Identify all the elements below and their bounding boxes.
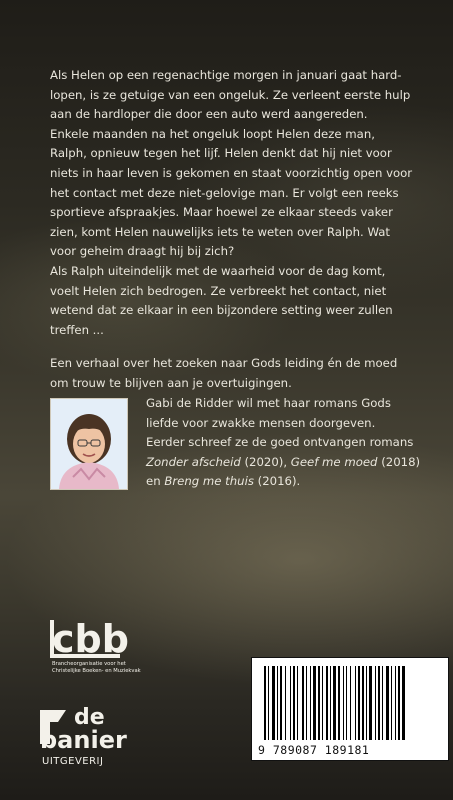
author-bio xyxy=(146,394,426,492)
isbn-barcode xyxy=(251,657,449,761)
barcode-bar xyxy=(338,666,340,740)
barcode-bar xyxy=(326,666,328,740)
blurb-line: Enkele maanden na het ongeluk loopt Helen deze man, xyxy=(50,126,375,141)
cbb-organisation xyxy=(52,661,141,675)
barcode-bar xyxy=(362,666,364,740)
barcode-bar xyxy=(375,666,376,740)
blurb-line: zien, komt Helen nauwelijks iets te weten over Ralph. Wat xyxy=(50,224,390,239)
book-title: Geef me moed xyxy=(290,454,378,469)
author-portrait-icon xyxy=(51,399,127,489)
author-photo xyxy=(50,398,128,490)
blurb-line: Als Helen op een regenachtige morgen in januari gaat hard- xyxy=(50,68,402,82)
barcode-bar xyxy=(302,666,304,740)
blurb-line: niets in haar leven is gekomen en staat voorzichtig open voor xyxy=(50,165,413,180)
isbn-number: 9 789087 189181 xyxy=(258,743,370,757)
book-year: (2018) xyxy=(377,454,421,469)
book-year: (2016). xyxy=(253,474,301,489)
cbb-org-line: Brancheorganisatie voor het xyxy=(52,661,126,667)
de-banier-logo xyxy=(36,700,176,770)
barcode-bar xyxy=(398,666,400,740)
barcode-bar xyxy=(297,666,298,740)
barcode-bar xyxy=(293,666,295,740)
barcode-bar xyxy=(330,666,331,740)
blurb-line: aan de hardloper die door een auto werd aangereden. xyxy=(50,107,368,122)
barcode-bar xyxy=(306,666,307,740)
barcode-bar xyxy=(313,666,316,740)
barcode-bar xyxy=(382,666,383,740)
publisher-name-line: de xyxy=(74,705,105,730)
barcode-bar xyxy=(358,666,360,740)
barcode-bar xyxy=(333,666,336,740)
barcode-bar xyxy=(402,666,405,740)
author-bio-line: liefde voor zwakke mensen doorgeven. xyxy=(146,415,376,430)
cbb-org-line: Christelijke Boeken- en Muziekvak xyxy=(52,668,141,674)
publisher-name-line: banier xyxy=(40,726,127,754)
blurb-line: om trouw te blijven aan je overtuigingen. xyxy=(50,375,292,390)
author-section xyxy=(50,394,420,490)
publisher-sub: UITGEVERIJ xyxy=(42,756,104,767)
barcode-bar xyxy=(386,666,389,740)
barcode-bars-icon xyxy=(252,658,448,742)
barcode-bar xyxy=(277,666,278,740)
barcode-bar xyxy=(395,666,396,740)
blurb-line: Ralph, opnieuw tegen het lijf. Helen denkt dat hij niet voor xyxy=(50,146,392,161)
blurb-line: voelt Helen zich bedrogen. Ze verbreekt het contact, niet xyxy=(50,283,387,298)
barcode-bar xyxy=(343,666,344,740)
barcode-bar xyxy=(285,666,286,740)
barcode-bar xyxy=(391,666,392,740)
author-bio-line: Eerder schreef ze de goed ontvangen romans xyxy=(146,435,414,450)
barcode-bar xyxy=(366,666,367,740)
back-cover-blurb xyxy=(50,66,420,394)
blurb-paragraph-1 xyxy=(50,66,420,340)
blurb-line: wetend dat ze elkaar in een bijzondere setting weer zullen xyxy=(50,303,393,318)
barcode-bar xyxy=(350,666,351,740)
barcode-bar xyxy=(346,666,347,740)
blurb-line: het contact met deze niet-gelovige man. Er volgt een reeks xyxy=(50,185,399,200)
barcode-bar xyxy=(322,666,323,740)
blurb-line: voor geheim draagt hij bij zich? xyxy=(50,244,235,259)
book-title: Breng me thuis xyxy=(164,474,254,489)
blurb-line: sportieve afspraakjes. Maar hoewel ze elkaar steeds vaker xyxy=(50,205,393,220)
blurb-line: Een verhaal over het zoeken naar Gods leiding én de moed xyxy=(50,356,398,371)
blurb-line: Als Ralph uiteindelijk met de waarheid voor de dag komt, xyxy=(50,263,386,278)
author-bio-line: Gabi de Ridder wil met haar romans Gods xyxy=(146,396,391,410)
barcode-bar xyxy=(272,666,275,740)
barcode-bar xyxy=(378,666,380,740)
barcode-bar xyxy=(264,666,266,740)
barcode-bar xyxy=(355,666,356,740)
barcode-bar xyxy=(310,666,311,740)
blurb-line: treffen ... xyxy=(50,322,104,337)
blurb-paragraph-2 xyxy=(50,354,420,393)
book-title: Zonder afscheid xyxy=(146,454,241,469)
barcode-bar xyxy=(280,666,282,740)
barcode-bar xyxy=(318,666,320,740)
book-year: (2020), xyxy=(240,454,291,469)
blurb-line: lopen, is ze getuige van een ongeluk. Ze verleent eerste hulp xyxy=(50,87,411,102)
barcode-bar xyxy=(268,666,269,740)
barcode-bar xyxy=(290,666,291,740)
author-bio-line: en xyxy=(146,474,165,489)
barcode-bar xyxy=(369,666,372,740)
cbb-logo-mark: cbb xyxy=(52,617,129,661)
